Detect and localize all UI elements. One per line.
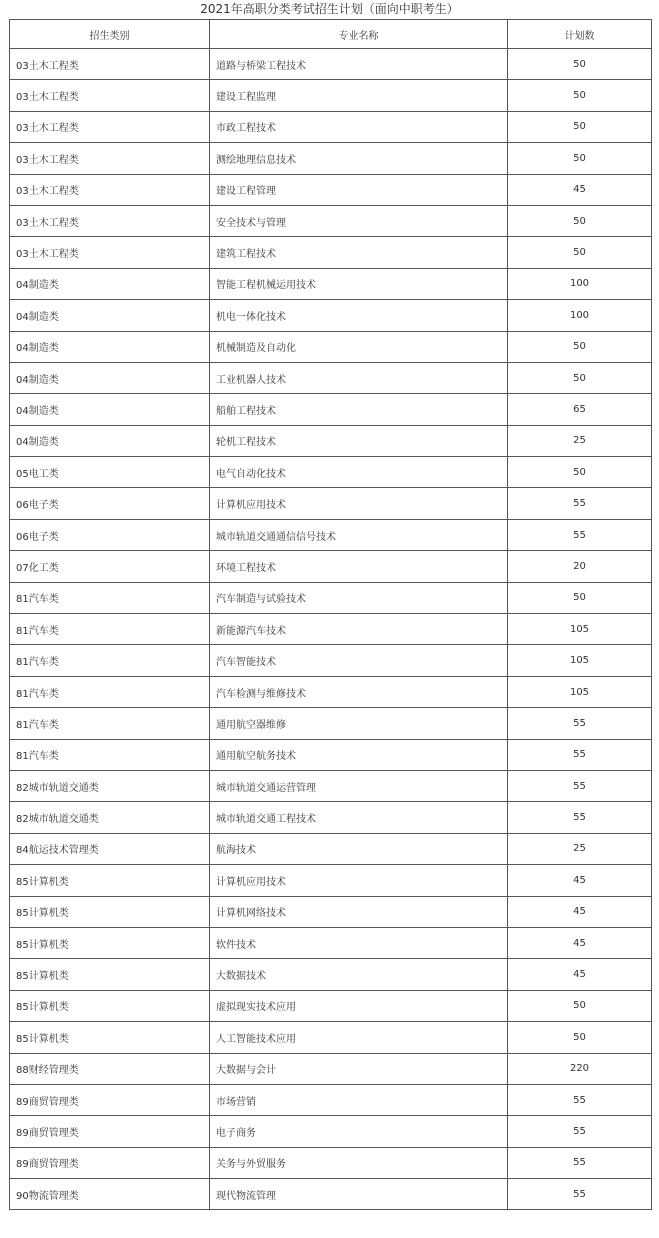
major-cell: 大数据技术 <box>210 959 508 990</box>
major-cell: 工业机器人技术 <box>210 362 508 393</box>
header-category: 招生类别 <box>10 20 210 49</box>
category-cell: 04制造类 <box>10 425 210 456</box>
category-cell: 04制造类 <box>10 362 210 393</box>
table-row <box>10 394 652 425</box>
plan-count-cell: 45 <box>508 959 652 990</box>
plan-count-cell: 45 <box>508 174 652 205</box>
table-row <box>10 676 652 707</box>
plan-count-cell: 50 <box>508 990 652 1021</box>
plan-count-cell: 55 <box>508 739 652 770</box>
plan-count-cell: 100 <box>508 268 652 299</box>
major-cell: 汽车制造与试验技术 <box>210 582 508 613</box>
category-cell: 03土木工程类 <box>10 111 210 142</box>
major-cell: 电子商务 <box>210 1116 508 1147</box>
category-cell: 04制造类 <box>10 331 210 362</box>
major-cell: 机械制造及自动化 <box>210 331 508 362</box>
plan-count-cell: 45 <box>508 865 652 896</box>
category-cell: 05电工类 <box>10 457 210 488</box>
plan-count-cell: 105 <box>508 614 652 645</box>
major-cell: 电气自动化技术 <box>210 457 508 488</box>
table-row <box>10 614 652 645</box>
plan-count-cell: 55 <box>508 1179 652 1210</box>
major-cell: 环境工程技术 <box>210 551 508 582</box>
major-cell: 现代物流管理 <box>210 1179 508 1210</box>
plan-count-cell: 25 <box>508 833 652 864</box>
table-row <box>10 519 652 550</box>
category-cell: 85计算机类 <box>10 990 210 1021</box>
category-cell: 81汽车类 <box>10 708 210 739</box>
plan-count-cell: 50 <box>508 582 652 613</box>
table-row <box>10 80 652 111</box>
table-row <box>10 896 652 927</box>
table-row <box>10 111 652 142</box>
table-row <box>10 927 652 958</box>
plan-count-cell: 50 <box>508 205 652 236</box>
category-cell: 85计算机类 <box>10 1022 210 1053</box>
table-header <box>10 20 652 49</box>
category-cell: 81汽车类 <box>10 676 210 707</box>
category-cell: 81汽车类 <box>10 739 210 770</box>
category-cell: 84航运技术管理类 <box>10 833 210 864</box>
plan-count-cell: 55 <box>508 519 652 550</box>
table-row <box>10 1147 652 1178</box>
major-cell: 建设工程管理 <box>210 174 508 205</box>
table-row <box>10 1084 652 1115</box>
table-row <box>10 833 652 864</box>
table-row <box>10 865 652 896</box>
plan-count-cell: 20 <box>508 551 652 582</box>
major-cell: 安全技术与管理 <box>210 205 508 236</box>
table-row <box>10 1053 652 1084</box>
plan-count-cell: 50 <box>508 457 652 488</box>
table-row <box>10 739 652 770</box>
plan-count-cell: 50 <box>508 331 652 362</box>
plan-count-cell: 50 <box>508 1022 652 1053</box>
table-body <box>10 49 652 1210</box>
plan-count-cell: 55 <box>508 708 652 739</box>
plan-count-cell: 45 <box>508 927 652 958</box>
category-cell: 03土木工程类 <box>10 174 210 205</box>
category-cell: 85计算机类 <box>10 896 210 927</box>
major-cell: 测绘地理信息技术 <box>210 143 508 174</box>
plan-count-cell: 50 <box>508 143 652 174</box>
plan-count-cell: 50 <box>508 80 652 111</box>
table-row <box>10 582 652 613</box>
major-cell: 机电一体化技术 <box>210 300 508 331</box>
table-row <box>10 237 652 268</box>
table-row <box>10 488 652 519</box>
category-cell: 89商贸管理类 <box>10 1084 210 1115</box>
table-row <box>10 457 652 488</box>
category-cell: 03土木工程类 <box>10 205 210 236</box>
plan-count-cell: 50 <box>508 362 652 393</box>
category-cell: 90物流管理类 <box>10 1179 210 1210</box>
table-row <box>10 708 652 739</box>
header-plan: 计划数 <box>508 20 652 49</box>
major-cell: 轮机工程技术 <box>210 425 508 456</box>
plan-count-cell: 105 <box>508 676 652 707</box>
category-cell: 82城市轨道交通类 <box>10 802 210 833</box>
plan-count-cell: 45 <box>508 896 652 927</box>
plan-count-cell: 55 <box>508 488 652 519</box>
major-cell: 智能工程机械运用技术 <box>210 268 508 299</box>
category-cell: 03土木工程类 <box>10 143 210 174</box>
category-cell: 03土木工程类 <box>10 49 210 80</box>
table-row <box>10 362 652 393</box>
major-cell: 船舶工程技术 <box>210 394 508 425</box>
major-cell: 航海技术 <box>210 833 508 864</box>
category-cell: 88财经管理类 <box>10 1053 210 1084</box>
table-row <box>10 959 652 990</box>
major-cell: 计算机应用技术 <box>210 488 508 519</box>
plan-count-cell: 25 <box>508 425 652 456</box>
table-row <box>10 205 652 236</box>
category-cell: 06电子类 <box>10 519 210 550</box>
table-row <box>10 1022 652 1053</box>
enrollment-plan-table <box>9 19 652 1210</box>
table-row <box>10 143 652 174</box>
plan-count-cell: 55 <box>508 802 652 833</box>
plan-count-cell: 50 <box>508 49 652 80</box>
plan-count-cell: 65 <box>508 394 652 425</box>
plan-count-cell: 105 <box>508 645 652 676</box>
category-cell: 89商贸管理类 <box>10 1116 210 1147</box>
major-cell: 城市轨道交通运营管理 <box>210 770 508 801</box>
document-title: 2021年高职分类考试招生计划（面向中职考生） <box>200 2 459 16</box>
plan-count-cell: 50 <box>508 237 652 268</box>
table-row <box>10 1179 652 1210</box>
category-cell: 03土木工程类 <box>10 80 210 111</box>
plan-count-cell: 55 <box>508 1147 652 1178</box>
major-cell: 通用航空器维修 <box>210 708 508 739</box>
plan-count-cell: 55 <box>508 770 652 801</box>
plan-count-cell: 55 <box>508 1084 652 1115</box>
plan-count-cell: 55 <box>508 1116 652 1147</box>
plan-count-cell: 100 <box>508 300 652 331</box>
plan-count-cell: 50 <box>508 111 652 142</box>
major-cell: 软件技术 <box>210 927 508 958</box>
major-cell: 建设工程监理 <box>210 80 508 111</box>
category-cell: 04制造类 <box>10 300 210 331</box>
major-cell: 汽车检测与维修技术 <box>210 676 508 707</box>
major-cell: 人工智能技术应用 <box>210 1022 508 1053</box>
major-cell: 城市轨道交通工程技术 <box>210 802 508 833</box>
category-cell: 89商贸管理类 <box>10 1147 210 1178</box>
table-row <box>10 331 652 362</box>
table-row <box>10 645 652 676</box>
table-row <box>10 268 652 299</box>
category-cell: 81汽车类 <box>10 582 210 613</box>
major-cell: 关务与外贸服务 <box>210 1147 508 1178</box>
table-row <box>10 770 652 801</box>
category-cell: 04制造类 <box>10 268 210 299</box>
category-cell: 85计算机类 <box>10 927 210 958</box>
category-cell: 03土木工程类 <box>10 237 210 268</box>
major-cell: 计算机网络技术 <box>210 896 508 927</box>
category-cell: 82城市轨道交通类 <box>10 770 210 801</box>
table-row <box>10 174 652 205</box>
table-row <box>10 300 652 331</box>
plan-count-cell: 220 <box>508 1053 652 1084</box>
major-cell: 建筑工程技术 <box>210 237 508 268</box>
major-cell: 汽车智能技术 <box>210 645 508 676</box>
major-cell: 大数据与会计 <box>210 1053 508 1084</box>
major-cell: 道路与桥梁工程技术 <box>210 49 508 80</box>
table-row <box>10 990 652 1021</box>
major-cell: 虚拟现实技术应用 <box>210 990 508 1021</box>
major-cell: 新能源汽车技术 <box>210 614 508 645</box>
major-cell: 市政工程技术 <box>210 111 508 142</box>
category-cell: 07化工类 <box>10 551 210 582</box>
major-cell: 通用航空航务技术 <box>210 739 508 770</box>
table-row <box>10 802 652 833</box>
category-cell: 81汽车类 <box>10 645 210 676</box>
header-major: 专业名称 <box>210 20 508 49</box>
major-cell: 城市轨道交通通信信号技术 <box>210 519 508 550</box>
category-cell: 85计算机类 <box>10 865 210 896</box>
category-cell: 85计算机类 <box>10 959 210 990</box>
table-row <box>10 1116 652 1147</box>
category-cell: 06电子类 <box>10 488 210 519</box>
header-row <box>10 20 652 49</box>
category-cell: 81汽车类 <box>10 614 210 645</box>
table-row <box>10 425 652 456</box>
major-cell: 市场营销 <box>210 1084 508 1115</box>
table-row <box>10 49 652 80</box>
major-cell: 计算机应用技术 <box>210 865 508 896</box>
table-row <box>10 551 652 582</box>
category-cell: 04制造类 <box>10 394 210 425</box>
